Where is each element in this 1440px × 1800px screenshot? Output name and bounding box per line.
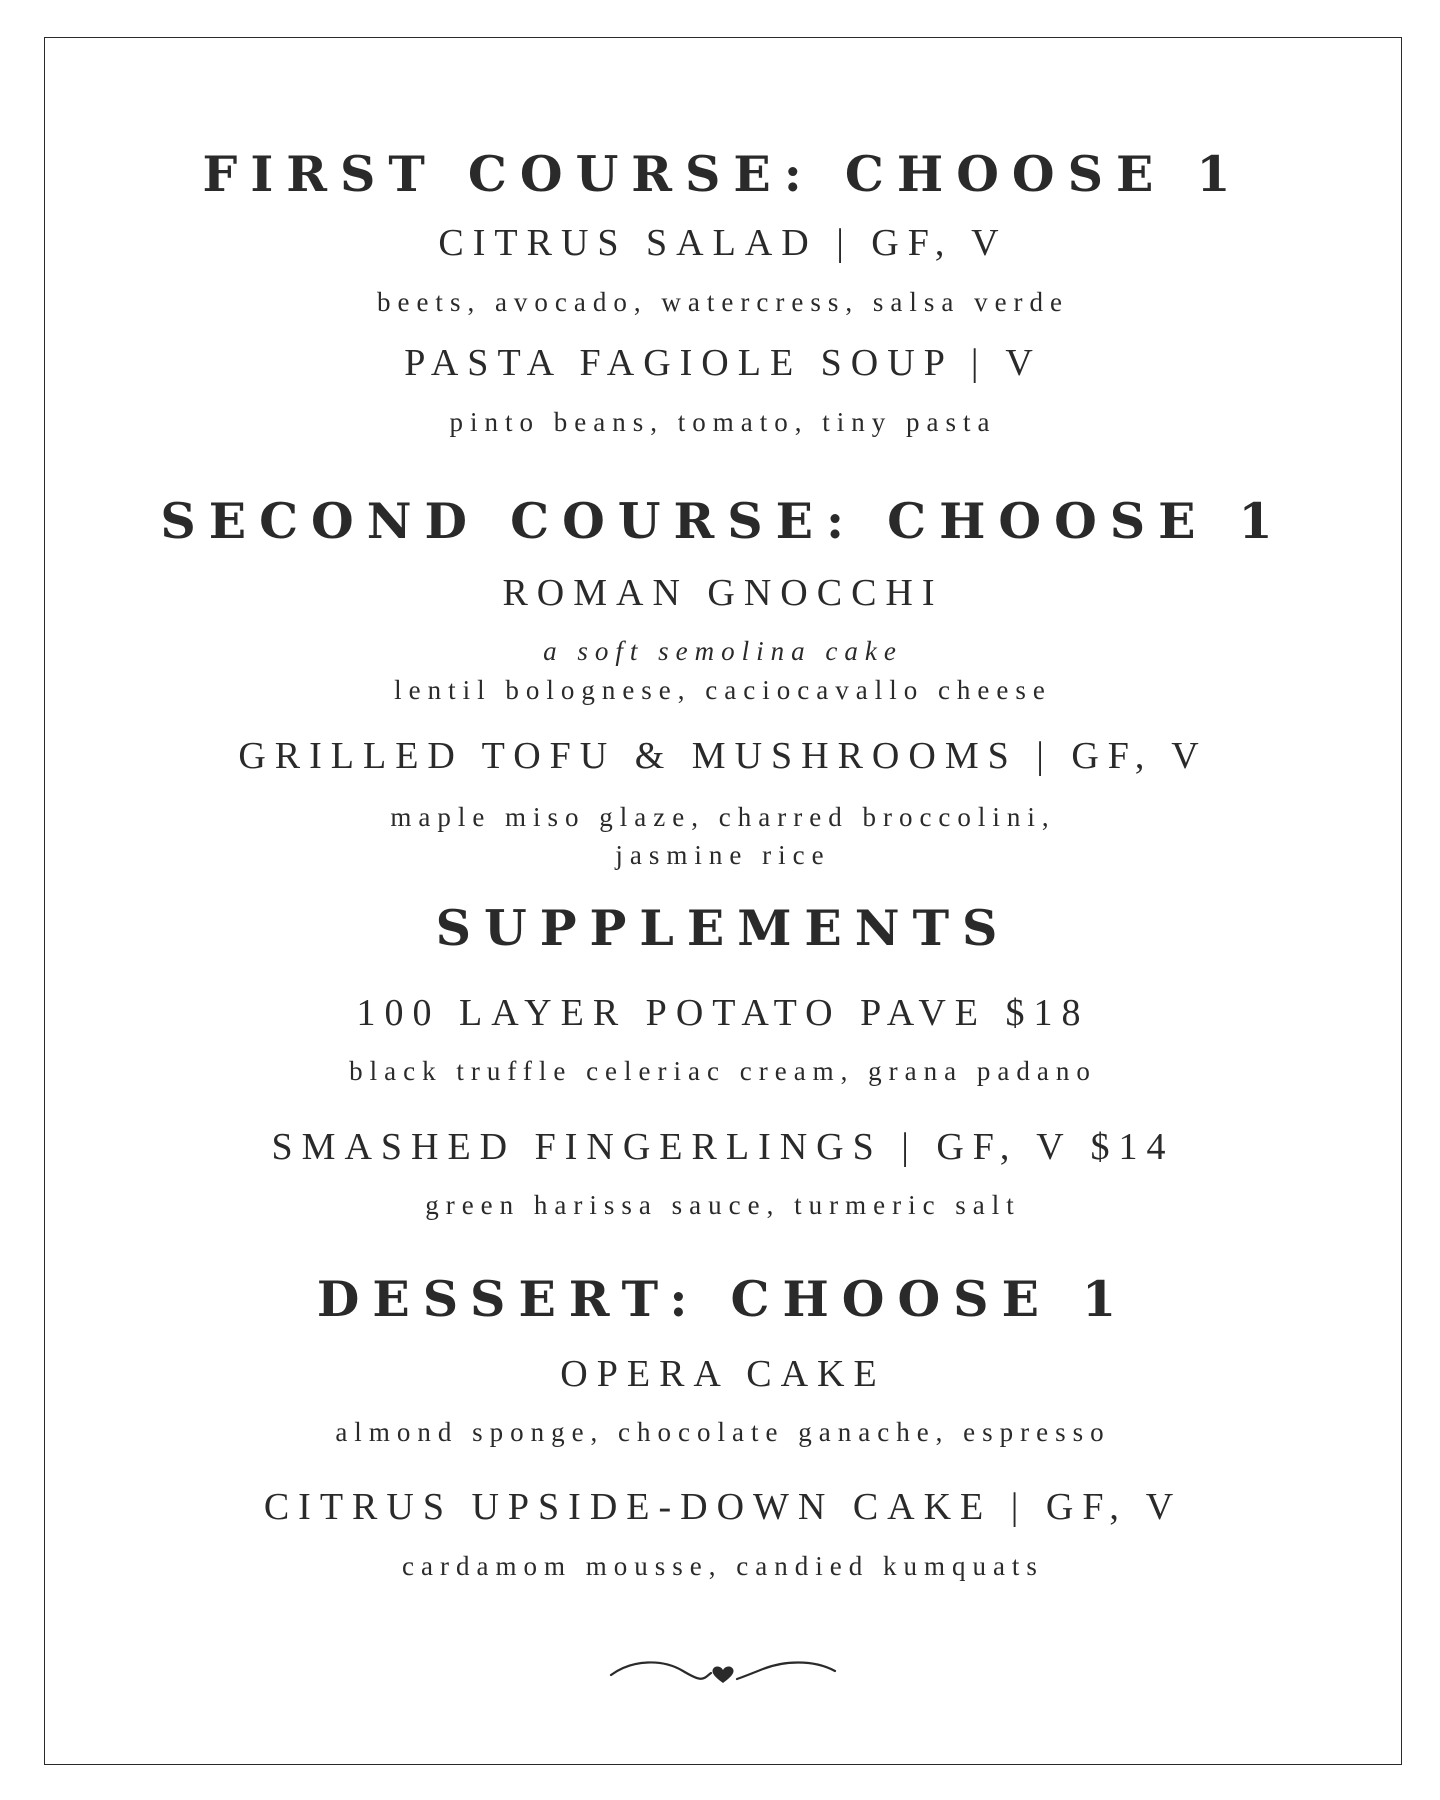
menu-item-opera-cake: OPERA CAKE	[560, 1353, 886, 1395]
menu-item-citrus-salad: CITRUS SALAD | GF, V	[438, 222, 1008, 264]
section-heading-supplements: SUPPLEMENTS	[435, 899, 1011, 957]
menu-item-roman-gnocchi: ROMAN GNOCCHI	[502, 572, 944, 614]
menu-item-description: black truffle celeriac cream, grana padano	[349, 1056, 1097, 1086]
menu-item-citrus-upside-down-cake: CITRUS UPSIDE-DOWN CAKE | GF, V	[263, 1486, 1183, 1528]
section-heading-second-course: SECOND COURSE: CHOOSE 1	[160, 492, 1286, 550]
menu-item-subtitle: a soft semolina cake	[543, 636, 903, 666]
section-heading-first-course: FIRST COURSE: CHOOSE 1	[202, 145, 1244, 203]
menu-item-description: beets, avocado, watercress, salsa verde	[376, 287, 1070, 317]
menu-item-description: lentil bolognese, caciocavallo cheese	[394, 675, 1052, 705]
menu-item-grilled-tofu-mushrooms: GRILLED TOFU & MUSHROOMS | GF, V	[238, 735, 1208, 777]
menu-item-potato-pave: 100 LAYER POTATO PAVE $18	[356, 992, 1090, 1034]
menu-item-description: pinto beans, tomato, tiny pasta	[449, 407, 997, 437]
menu-item-description-line-2: jasmine rice	[615, 840, 831, 870]
menu-item-description: maple miso glaze, charred broccolini,	[390, 802, 1056, 832]
menu-item-description: almond sponge, chocolate ganache, espresso	[335, 1417, 1111, 1447]
menu-item-pasta-fagiole-soup: PASTA FAGIOLE SOUP | V	[404, 342, 1042, 384]
menu-item-description: green harissa sauce, turmeric salt	[425, 1190, 1021, 1220]
menu-item-description: cardamom mousse, candied kumquats	[402, 1551, 1044, 1581]
menu-item-smashed-fingerlings: SMASHED FINGERLINGS | GF, V $14	[271, 1126, 1175, 1168]
section-heading-dessert: DESSERT: CHOOSE 1	[316, 1270, 1130, 1328]
heart-flourish-icon	[44, 1649, 1402, 1693]
